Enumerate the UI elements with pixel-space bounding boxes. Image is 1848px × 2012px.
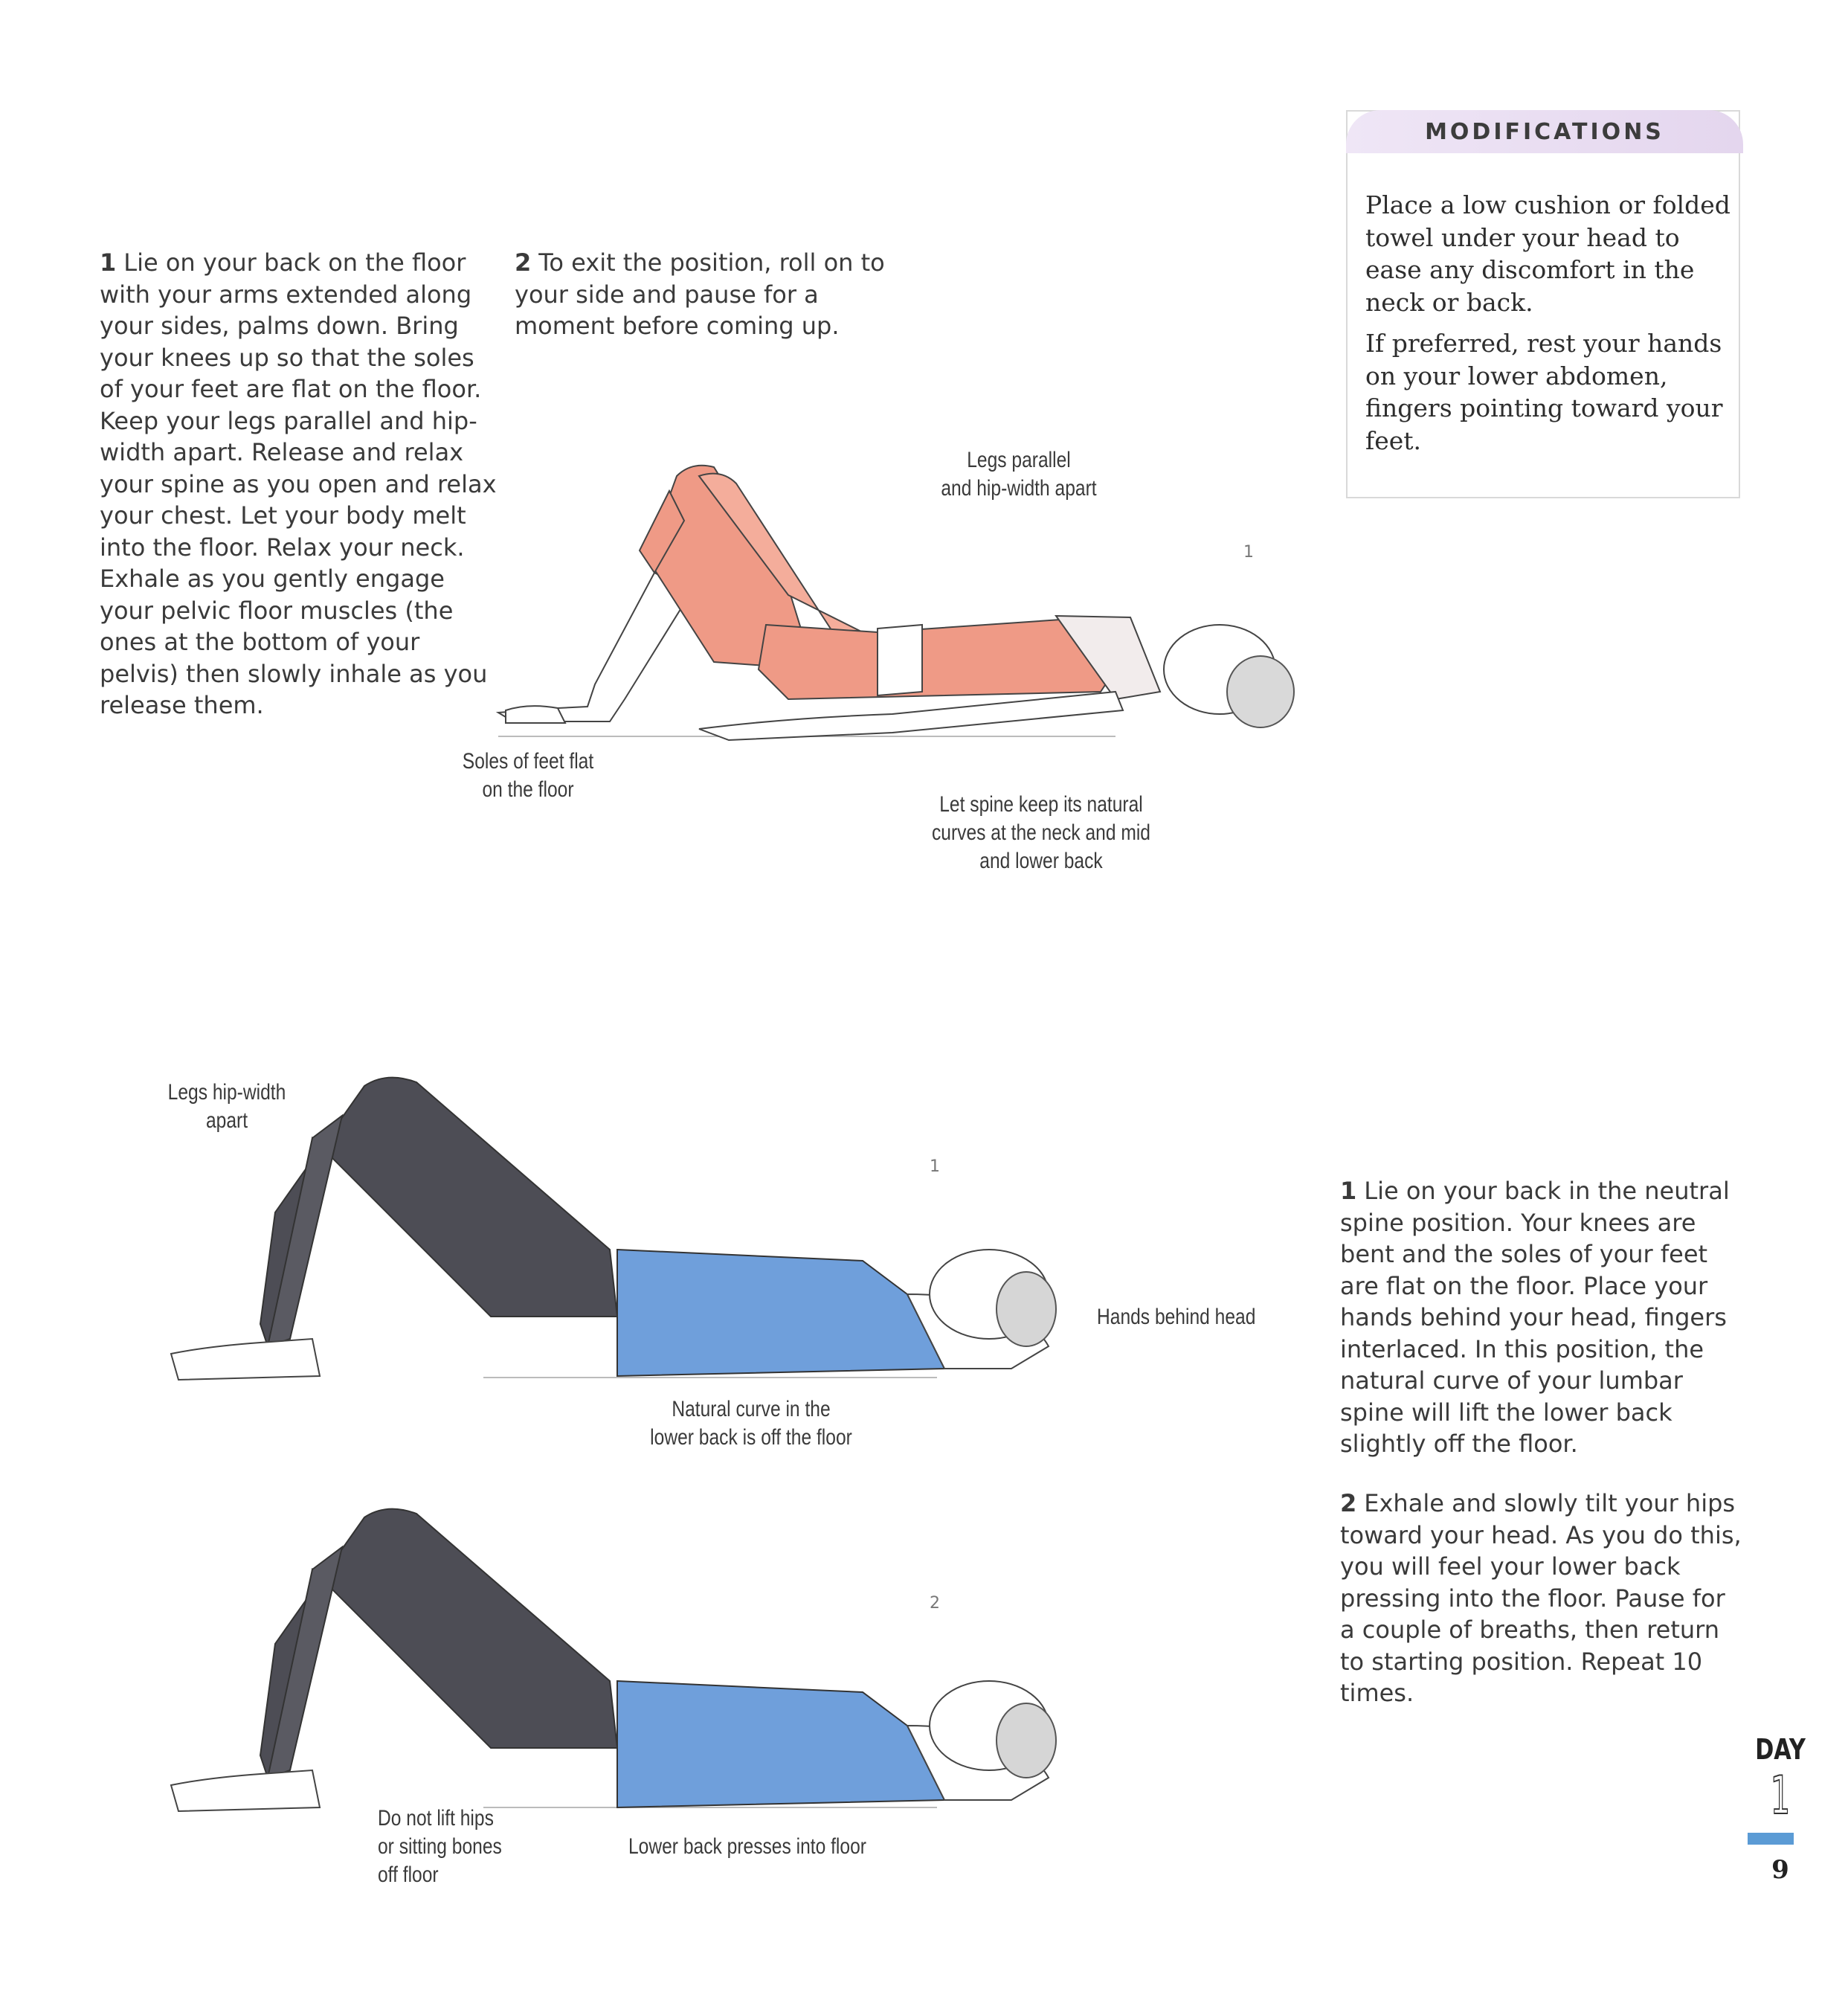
modifications-body <box>1365 189 1737 466</box>
caption-line: Hands behind head <box>1097 1305 1256 1329</box>
caption-line: Soles of feet flat <box>462 749 594 774</box>
illustration-pelvic-tilt-step2 <box>164 1502 1056 1815</box>
caption-legs-parallel <box>909 446 1128 503</box>
section1-step1 <box>100 247 501 721</box>
modification-paragraph: Place a low cushion or folded towel under your head to ease any discomfort in the neck or back. <box>1365 190 1731 317</box>
caption-line: and hip-width apart <box>941 476 1097 501</box>
section2-step1 <box>1340 1175 1742 1460</box>
step-number: 2 <box>515 248 532 277</box>
modifications-box <box>1346 110 1740 498</box>
caption-natural-curve <box>629 1395 873 1452</box>
step-number: 2 <box>1340 1489 1357 1517</box>
modifications-header <box>1346 110 1743 153</box>
caption-lower-back-presses <box>628 1833 866 1861</box>
caption-line: curves at the neck and mid <box>932 820 1150 845</box>
caption-spine-curves <box>907 791 1176 875</box>
step-text: Lie on your back in the neutral spine position. Your knees are bent and the soles of your feet are flat on the floor. Place your hands behind your head, fingers interlaced. In this position, the natural curve of your lumbar spine will lift the lower back slightly off the floor. <box>1340 1177 1730 1458</box>
modification-paragraph: If preferred, rest your hands on your lower abdomen, fingers pointing toward your feet. <box>1365 329 1723 455</box>
caption-line: Natural curve in the <box>672 1397 831 1421</box>
day-number: 1 <box>1770 1765 1791 1826</box>
step-text: Lie on your back on the floor with your arms extended along your sides, palms down. Bring your knees up so that the soles of your feet are flat on the floor. Keep your legs parallel and hip-width apart. Release and relax your spine as you open and relax your chest. Let your body melt into the floor. Relax your neck. Exhale as you gently engage your pelvic floor muscles (the ones at the bottom of your pelvis) then slowly inhale as you release them. <box>100 248 497 719</box>
caption-hands-behind-head <box>1097 1303 1255 1331</box>
page-number: 9 <box>1771 1855 1789 1885</box>
step-text: Exhale and slowly tilt your hips toward your head. As you do this, you will feel your lower back pressing into the floor. Pause for a couple of breaths, then return to starting position. Repeat 10 times. <box>1340 1489 1742 1707</box>
day-accent-bar <box>1748 1833 1794 1845</box>
step-text: To exit the position, roll on to your side and pause for a moment before coming up. <box>515 248 885 340</box>
figure-number: 1 <box>930 1157 940 1176</box>
figure-number: 1 <box>1243 543 1254 562</box>
caption-soles-flat <box>437 748 619 804</box>
caption-legs-hip-width <box>144 1079 309 1135</box>
step-number: 1 <box>100 248 117 277</box>
caption-line: Let spine keep its natural <box>939 792 1143 817</box>
caption-line: or sitting bones <box>378 1834 502 1859</box>
caption-line: Do not lift hips <box>378 1806 494 1831</box>
caption-line: lower back is off the floor <box>650 1425 852 1450</box>
figure-number: 2 <box>930 1594 940 1613</box>
section2-step2 <box>1340 1488 1742 1709</box>
day-label: DAY <box>1755 1733 1806 1766</box>
caption-line: Lower back presses into floor <box>628 1834 866 1859</box>
caption-do-not-lift <box>378 1804 502 1889</box>
caption-line: on the floor <box>482 777 574 802</box>
caption-line: and lower back <box>979 849 1103 873</box>
caption-line: Legs hip-width <box>167 1080 286 1105</box>
section1-step2 <box>515 247 916 342</box>
caption-line: off floor <box>378 1862 439 1887</box>
caption-line: apart <box>205 1108 248 1133</box>
caption-line: Legs parallel <box>967 448 1071 472</box>
modifications-title: MODIFICATIONS <box>1425 118 1664 145</box>
step-number: 1 <box>1340 1177 1357 1205</box>
